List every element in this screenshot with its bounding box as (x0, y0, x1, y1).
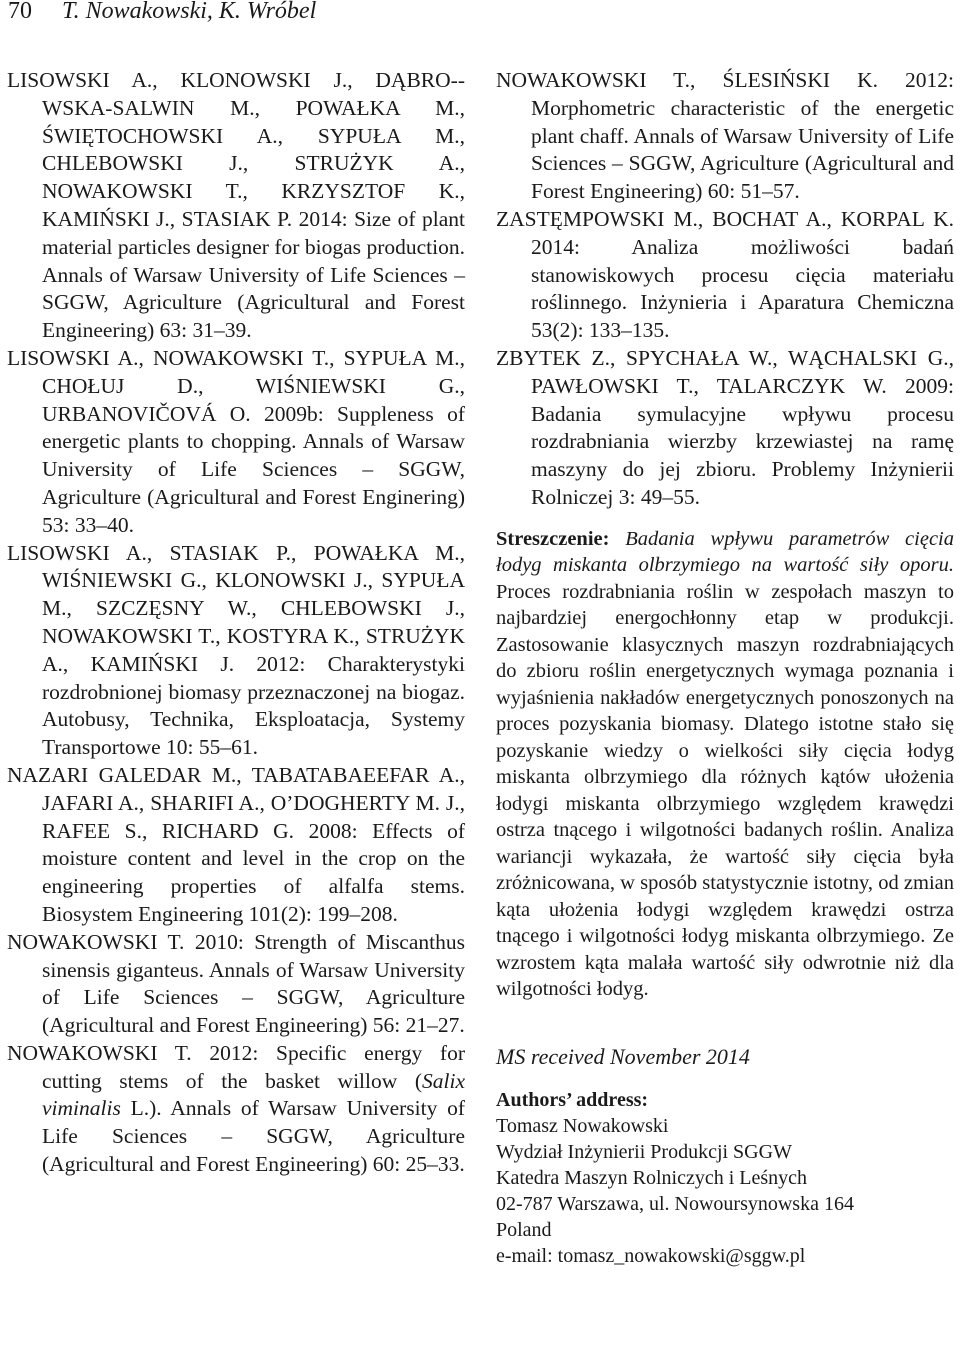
reference-entry: ZASTĘMPOWSKI M., BOCHAT A., KORPAL K. 2014: Analiza możliwości badań stanowiskowych procesu cięcia materiału roślinnego. Inżynieria i Aparatura Chemiczna 53(2): 133–135. (496, 206, 954, 343)
received-date: MS received November 2014 (496, 1043, 750, 1069)
email-address: e-mail: tomasz_nowakowski@sggw.pl (496, 1244, 806, 1267)
reference-entry (7, 1040, 465, 1179)
address-line: Tomasz Nowakowski (496, 1114, 669, 1137)
address-line: Katedra Maszyn Rolniczych i Leśnych (496, 1166, 808, 1189)
right-column (496, 67, 954, 1269)
abstract-body: Proces rozdrabniania roślin w zespołach maszyn to najbardziej energochłonny etap w produkcji. Zastosowanie klasycznych maszyn rozdrabniających do zbioru roślin energetycznych wymaga poznania i wyjaśnienia nakładów energetycznych ponoszonych na proces pozyskania biomasy. Dlatego istotne stało się pozyskanie wiedzy o wielkości siły cięcia łodyg miskanta olbrzymiego dla różnych kątów ułożenia łodygi miskanta olbrzymiego względem krawędzi ostrza tnącego i wilgotności badanych roślin. Analiza wariancji wykazała, że wartość siły cięcia była zróżnicowana, w sposób statystycznie istotny, od zmian kąta ułożenia łodygi względem krawędzi ostrza tnącego i wilgotności łodyg miskanta olbrzymiego. Ze wzrostem kąta malała wartość siły odwrotnie niż dla wilgotności łodyg. (496, 580, 954, 1001)
running-header (8, 0, 316, 25)
address-label: Authors’ address: (496, 1088, 649, 1111)
reference-entry: LISOWSKI A., NOWAKOWSKI T., SYPUŁA M., CHOŁUJ D., WIŚNIEWSKI G., URBANOVIČOVÁ O. 2009b: Suppleness of energetic plants to chopping. Annals of Warsaw University of Life Sciences – SGGW, Agriculture (Agricultural and Forest Enginering) 53: 33–40. (7, 345, 465, 537)
reference-entry: ZBYTEK Z., SPYCHAŁA W., WĄCHALSKI G., PAWŁOWSKI T., TALARCZYK W. 2009: Badania symulacyjne wpływu procesu rozdrabniania wierzby krzewiastej na ramę maszyny do jej zbioru. Problemy Inżynierii Rolniczej 3: 49–55. (496, 345, 954, 509)
reference-entry: NOWAKOWSKI T. 2010: Strength of Miscanthus sinensis giganteus. Annals of Warsaw University of Life Sciences – SGGW, Agriculture (Agricultural and Forest Engineering) 56: 21–27. (7, 929, 465, 1038)
reference-entry: NAZARI GALEDAR M., TABATABAEEFAR A., JAFARI A., SHARIFI A., O’DOGHERTY M. J., RAFEE S., RICHARD G. 2008: Effects of moisture content and level in the crop on the engineering properties of alfalfa stems. Biosystem Engineering 101(2): 199–208. (7, 762, 465, 926)
reference-entry: LISOWSKI A., KLONOWSKI J., DĄBRO--WSKA-SALWIN M., POWAŁKA M., ŚWIĘTOCHOWSKI A., SYPUŁA M., CHLEBOWSKI J., STRUŻYK A., NOWAKOWSKI T., KRZYSZTOF K., KAMIŃSKI J., STASIAK P. 2014: Size of plant material particles designer for biogas production. Annals of Warsaw University of Life Sciences – SGGW, Agriculture (Agricultural and Forest Engineering) 63: 31–39. (7, 68, 465, 343)
left-column (7, 67, 465, 1179)
abstract (496, 526, 954, 1003)
running-header-authors: T. Nowakowski, K. Wróbel (62, 0, 317, 24)
authors-address (496, 1087, 954, 1269)
reference-entry: NOWAKOWSKI T., ŚLESIŃSKI K. 2012: Morphometric characteristic of the energetic plant chaff. Annals of Warsaw University of Life Sciences – SGGW, Agriculture (Agricultural and Forest Engineering) 60: 51–57. (496, 68, 954, 204)
reference-text: L.). Annals of Warsaw University of Life Sciences – SGGW, Agriculture (Agricultural and Forest Engineering) 60: 25–33. (42, 1096, 465, 1177)
address-line: Wydział Inżynierii Produkcji SGGW (496, 1140, 792, 1163)
abstract-title: Badania wpływu parametrów cięcia łodyg miskanta olbrzymiego na wartość siły oporu. (496, 527, 954, 577)
species-name: Salix viminalis (42, 1068, 465, 1121)
reference-text: NOWAKOWSKI T. 2012: Specific energy for cutting stems of the basket willow ( (7, 1040, 465, 1093)
reference-entry: LISOWSKI A., STASIAK P., POWAŁKA M., WIŚNIEWSKI G., KLONOWSKI J., SYPUŁA M., SZCZĘSNY W., CHLEBOWSKI J., NOWAKOWSKI T., KOSTYRA K., STRUŻYK A., KAMIŃSKI J. 2012: Charakterystyki rozdrobnionej biomasy przeznaczonej na biogaz. Autobusy, Technika, Eksploatacja, Systemy Transportowe 10: 55–61. (7, 540, 465, 760)
address-line: 02-787 Warszawa, ul. Nowoursynowska 164 (496, 1192, 854, 1215)
abstract-label: Streszczenie: (496, 527, 610, 550)
page-number: 70 (8, 0, 32, 24)
address-line: Poland (496, 1218, 552, 1241)
